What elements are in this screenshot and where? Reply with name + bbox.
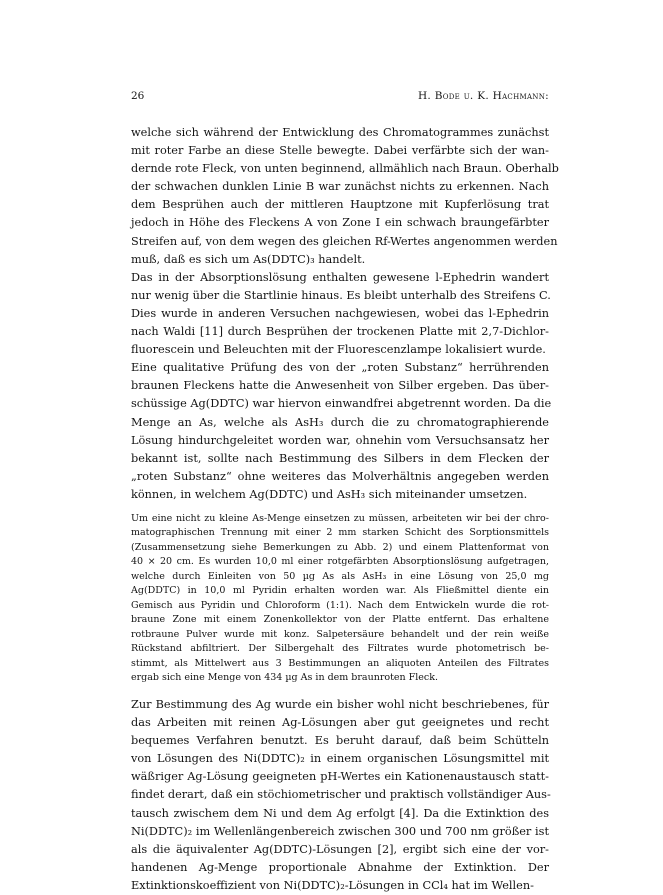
text-line: (Zusammensetzung siehe Bemerkungen zu Abb. 2) und einem Plattenformat von [131,541,549,553]
text-line: jedoch in Höhe des Fleckens A von Zone I ein schwach braungefärbter [131,216,549,230]
text-line: Menge an As, welche als AsH₃ durch die zu chromatographierende [131,415,549,429]
text-line: können, in welchem Ag(DDTC) und AsH₃ sich miteinander umsetzen. [131,487,528,501]
text-line: Zur Bestimmung des Ag wurde ein bisher wohl nicht beschriebenes, für [131,697,549,711]
page-number: 26 [131,90,145,102]
text-line: Ag(DDTC) in 10,0 ml Pyridin erhalten worden war. Als Fließmittel diente ein [131,585,549,597]
text-line: Dies wurde in anderen Versuchen nachgewiesen, wobei das l-Ephedrin [131,306,549,320]
text-line: das Arbeiten mit reinen Ag-Lösungen aber gut geeignetes und recht [131,716,549,730]
text-line: Ni(DDTC)₂ im Wellenlängenbereich zwischen 300 und 700 nm größer ist [131,824,549,838]
text-line: von Lösungen des Ni(DDTC)₂ in einem organischen Lösungsmittel mit [131,752,549,766]
text-line: nur wenig über die Startlinie hinaus. Es bleibt unterhalb des Streifens C. [131,288,551,302]
text-line: „roten Substanz“ ohne weiteres das Molverhältnis angegeben werden [131,469,549,483]
text-line: mit roter Farbe an diese Stelle bewegte. Dabei verfärbte sich der wan- [131,144,549,158]
running-head-authors: H. Bode u. K. Hachmann: [417,90,549,102]
text-line: Das in der Absorptionslösung enthalten gewesene l-Ephedrin wandert [131,270,549,284]
text-line: Um eine nicht zu kleine As-Menge einsetzen zu müssen, arbeiteten wir bei der chro- [131,512,549,524]
text-line: bequemes Verfahren benutzt. Es beruht darauf, daß beim Schütteln [131,734,549,748]
text-line: braunen Fleckens hatte die Anwesenheit von Silber ergeben. Das über- [131,379,549,393]
text-line: dernde rote Fleck, von unten beginnend, allmählich nach Braun. Oberhalb [131,162,559,176]
running-header [131,90,549,106]
text-line: stimmt, als Mittelwert aus 3 Bestimmungen an aliquoten Anteilen des Filtrates [131,657,549,669]
text-line: Rückstand abfiltriert. Der Silbergehalt des Filtrates wurde photometrisch be- [131,643,549,655]
text-line: Lösung hindurchgeleitet worden war, ohnehin vom Versuchsansatz her [131,433,549,447]
text-line: fluorescein und Beleuchten mit der Fluorescenzlampe lokalisiert wurde. [131,343,546,357]
body-paragraph [131,359,552,504]
text-line: bekannt ist, sollte nach Bestimmung des Silbers in dem Flecken der [131,451,549,465]
text-line: der schwachen dunklen Linie B war zunächst nichts zu erkennen. Nach [131,180,549,194]
text-line: rotbraune Pulver wurde mit konz. Salpetersäure behandelt und der rein weiße [131,628,549,640]
text-line: findet derart, daß ein stöchiometrischer und praktisch vollständiger Aus- [131,788,551,802]
body-paragraph [131,269,549,359]
page [131,90,559,895]
text-line: matographischen Trennung mit einer 2 mm starken Schicht des Sorptionsmittels [131,527,549,539]
text-line: wäßriger Ag-Lösung geeigneten pH-Wertes ein Kationenaustausch statt- [131,770,549,784]
text-line: muß, daß es sich um As(DDTC)₃ handelt. [131,252,366,266]
text-line: Eine qualitative Prüfung des von der „roten Substanz“ herrührenden [131,361,549,375]
text-line: tausch zwischem dem Ni und dem Ag erfolgt [4]. Da die Extinktion des [131,806,549,820]
text-line: nach Waldi [11] durch Besprühen der trockenen Platte mit 2,7-Dichlor- [131,325,549,339]
text-line: dem Besprühen auch der mittleren Hauptzone mit Kupferlösung trat [131,198,549,212]
text-line: als die äquivalenter Ag(DDTC)-Lösungen [2], ergibt sich eine der vor- [131,842,549,856]
text-line: Gemisch aus Pyridin und Chloroform (1:1). Nach dem Entwickeln wurde die rot- [131,599,549,611]
text-line: schüssige Ag(DDTC) war hiervon einwandfrei abgetrennt worden. Da die [131,397,552,411]
note-paragraph [131,512,549,686]
text-line: braune Zone mit einem Zonenkollektor von der Platte entfernt. Das erhaltene [131,614,549,626]
text-line: Extinktionskoeffizient von Ni(DDTC)₂-Lösungen in CCl₄ hat im Wellen- [131,878,534,892]
text-line: Streifen auf, von dem wegen des gleichen Rf-Wertes angenommen werden [131,234,558,248]
text-line: welche sich während der Entwicklung des Chromatogrammes zunächst [131,126,549,139]
body-paragraph [131,696,549,895]
article-body [131,124,559,895]
body-paragraph [131,124,559,269]
text-line: welche durch Einleiten von 50 µg As als AsH₃ in eine Lösung von 25,0 mg [131,570,549,582]
text-line: ergab sich eine Menge von 434 µg As in dem braunroten Fleck. [131,672,439,684]
text-line: 40 × 20 cm. Es wurden 10,0 ml einer rotgefärbten Absorptionslösung aufgetragen, [131,556,549,568]
text-line: handenen Ag-Menge proportionale Abnahme der Extinktion. Der [131,860,549,874]
